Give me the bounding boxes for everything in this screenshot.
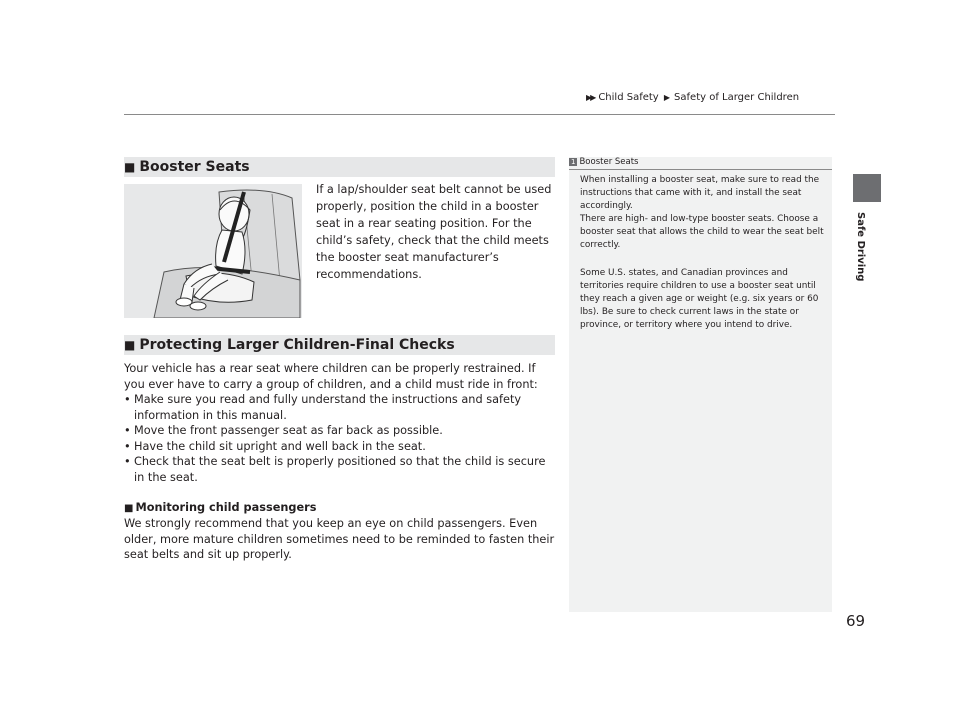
reference-number-icon: 1 <box>571 158 576 166</box>
booster-seat-intro: If a lap/shoulder seat belt cannot be used properly, position the child in a booster seat in a rear seating position. For the child’s safety, check that the child meets the booster seat manufacturer’s recommendations. <box>316 183 552 281</box>
booster-seat-illustration <box>124 184 302 318</box>
section-title: Booster Seats <box>139 159 250 175</box>
chapter-label: Safe Driving <box>855 212 866 282</box>
black-square-icon: ■ <box>124 503 134 514</box>
black-square-icon: ■ <box>124 338 136 352</box>
triangle-icon: ▶ <box>663 93 671 102</box>
monitoring-subheading <box>124 501 316 514</box>
black-square-icon: ■ <box>124 160 136 174</box>
breadcrumb <box>586 92 886 103</box>
chapter-tab[interactable] <box>853 174 881 202</box>
section-title: Protecting Larger Children-Final Checks <box>139 337 455 353</box>
section-header-final-checks <box>124 335 555 355</box>
list-item: • Move the front passenger seat as far back as possible. <box>124 423 556 439</box>
sidebar-paragraph-2: Some U.S. states, and Canadian provinces and territories require children to use a booster seat until they reach a given age or weight (e.g. six years or 60 lbs). Be sure to check current laws in the state or province, or territory where you intend to drive. <box>580 268 819 330</box>
double-triangle-icon: ▶▶ <box>586 93 595 102</box>
list-item: • Make sure you read and fully understand the instructions and safety information in this manual. <box>124 392 556 423</box>
subheading-title: Monitoring child passengers <box>135 501 317 514</box>
final-checks-list <box>124 392 556 485</box>
page-number: 69 <box>846 612 866 630</box>
section-header-booster-seats <box>124 157 555 177</box>
child-in-booster-seat-drawing <box>124 184 302 318</box>
breadcrumb-child-safety[interactable]: Child Safety <box>598 92 659 103</box>
breadcrumb-safety-larger-children[interactable]: Safety of Larger Children <box>674 92 800 103</box>
header-rule <box>124 114 835 115</box>
sidebar-rule <box>569 169 832 170</box>
sidebar-paragraph-1: When installing a booster seat, make sure to read the instructions that came with it, and install the seat accordingly. There are high- and low-type booster seats. Choose a booster seat that allows the child to wear the seat belt correctly. <box>580 175 824 250</box>
final-checks-paragraph: Your vehicle has a rear seat where children can be properly restrained. If you ever have to carry a group of children, and a child must ride in front: <box>124 362 538 391</box>
list-item: • Check that the seat belt is properly positioned so that the child is secure in the seat. <box>124 454 556 485</box>
sidebar-title-text: Booster Seats <box>579 157 639 167</box>
monitoring-paragraph: We strongly recommend that you keep an eye on child passengers. Even older, more mature children sometimes need to be reminded to fasten their seat belts and sit up properly. <box>124 517 555 561</box>
list-item: • Have the child sit upright and well back in the seat. <box>124 439 556 455</box>
sidebar-title <box>569 157 638 167</box>
